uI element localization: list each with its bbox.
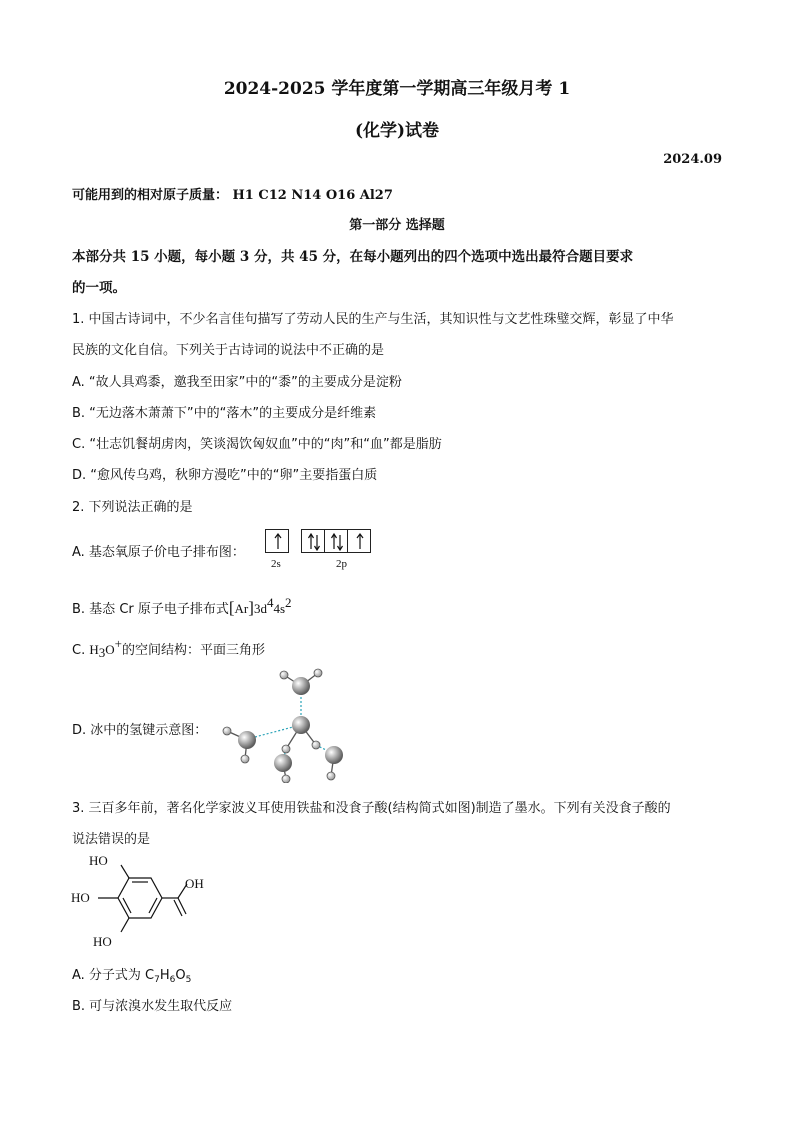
orbital-label-2p: 2p: [336, 558, 347, 570]
up-down-arrows-icon: [325, 530, 349, 554]
q1-option-a: A. “故人具鸡黍，邀我至田家”中的“黍”的主要成分是淀粉: [72, 375, 402, 390]
atomic-masses: 可能用到的相对原子质量： H1 C12 N14 O16 Al27: [72, 188, 393, 203]
q2-option-c: C. H3O+的空间结构：平面三角形: [72, 636, 265, 660]
section-title: 第一部分 选择题: [349, 218, 445, 233]
up-down-arrows-icon: [302, 530, 326, 554]
q1-stem-2: 民族的文化自信。下列关于古诗词的说法中不正确的是: [72, 343, 385, 358]
exam-subtitle: (化学)试卷: [354, 121, 440, 141]
orbital-2s-box: [265, 529, 289, 553]
orbital-2p-box-3: [347, 529, 371, 553]
section-instructions-2: 的一项。: [72, 280, 126, 296]
q3-stem-2: 说法错误的是: [72, 832, 151, 847]
q2-option-d: D. 冰中的氢键示意图：: [72, 723, 208, 738]
q2-stem: 2. 下列说法正确的是: [72, 500, 193, 515]
section-instructions-1: 本部分共 15 小题，每小题 3 分，共 45 分，在每小题列出的四个选项中选出最符合题目要求: [72, 249, 634, 265]
orbital-2p-box-1: [301, 529, 325, 553]
exam-title: 2024-2025 学年度第一学期高三年级月考 1: [223, 79, 571, 99]
q3-option-b: B. 可与浓溴水发生取代反应: [72, 999, 233, 1014]
q3-option-a: A. 分子式为 $C_7H_6O_5$: [72, 968, 192, 985]
q1-option-c: C. “壮志饥餐胡虏肉，笑谈渴饮匈奴血”中的“肉”和“血”都是脂肪: [72, 437, 442, 452]
q1-stem-1: 1. 中国古诗词中，不少名言佳句描写了劳动人民的生产与生活，其知识性与文艺性珠璧交辉，彰显了中华: [72, 312, 674, 327]
q2-option-b: B. 基态 Cr 原子电子排布式[Ar]3d44s2: [72, 595, 292, 617]
q1-option-d: D. “愈风传乌鸡，秋卵方漫吃”中的“卵”主要指蛋白质: [72, 468, 378, 483]
struct-ho-mid: HO: [71, 890, 90, 905]
q1-option-b: B. “无边落木萧萧下”中的“落木”的主要成分是纤维素: [72, 406, 377, 421]
struct-ho-bot: HO: [93, 934, 112, 949]
q3-stem-1: 3. 三百多年前，著名化学家波义耳使用铁盐和没食子酸(结构简式如图)制造了墨水。下列有关没食子酸的: [72, 801, 671, 816]
q2-option-b-text: B. 基态 Cr 原子电子排布式: [72, 602, 229, 617]
struct-ho-top: HO: [89, 853, 108, 868]
orbital-2p-box-2: [324, 529, 348, 553]
up-arrow-icon: [266, 530, 290, 554]
gallic-acid-structure: [65, 850, 225, 954]
up-arrow-icon: [348, 530, 372, 554]
ice-hydrogen-bond-diagram: [215, 665, 360, 783]
exam-date: 2024.09: [663, 152, 722, 167]
q2-option-a: A. 基态氧原子价电子排布图：: [72, 545, 245, 560]
argon-symbol: Ar: [234, 601, 249, 616]
orbital-label-2s: 2s: [271, 558, 281, 570]
struct-oh: OH: [185, 876, 204, 891]
